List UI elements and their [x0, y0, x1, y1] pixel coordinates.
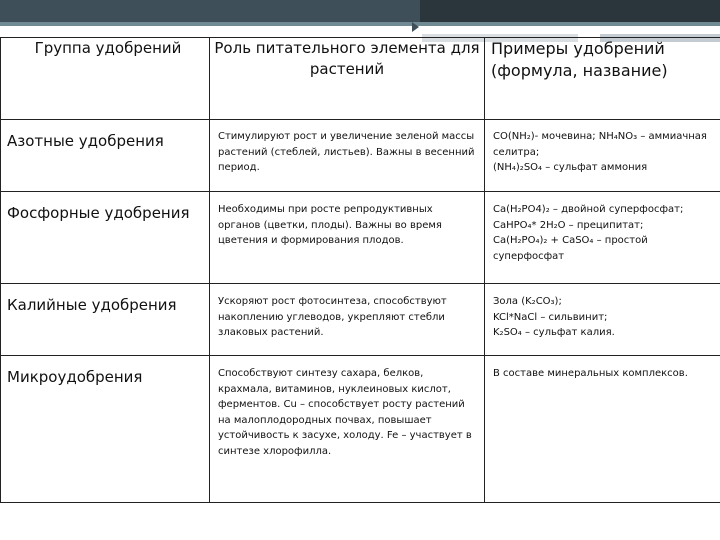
row-group: Азотные удобрения: [7, 132, 164, 150]
header-examples: Примеры удобрений (формула, название): [491, 39, 668, 80]
table-row: [1, 284, 720, 356]
row-examples: [485, 120, 720, 176]
row-role: Способствуют синтезу сахара, белков, крахмала, витаминов, нуклеиновых кислот, ферментов. Cu – способствует росту растений на малоплодородных почвах, повышает устойчивость к засухе, холоду. Fe – участвует в синтезе хлорофилла.: [218, 368, 472, 457]
row-group: Фосфорные удобрения: [7, 204, 190, 222]
example-line: Зола (K₂CO₃);: [493, 296, 562, 307]
slide-marker: [412, 22, 419, 32]
example-line: Ca(H₂PO4)₂ – двойной суперфосфат;: [493, 204, 684, 215]
example-line: CaHPO₄* 2H₂O – преципитат;: [493, 219, 644, 231]
row-examples: [485, 284, 720, 341]
header-group: Группа удобрений: [34, 39, 182, 57]
row-group: Микроудобрения: [7, 368, 143, 386]
row-examples: [485, 192, 720, 264]
example-line: (NH₄)₂SO₄ – сульфат аммония: [493, 162, 648, 173]
example-line: KCl*NaCl – сильвинит;: [493, 311, 608, 323]
slide-stripe: [0, 22, 720, 26]
example-line: Ca(H₂PO₄)₂ + CaSO₄ – простой суперфосфат: [493, 235, 648, 262]
table-row: [1, 120, 720, 192]
example-line: В составе минеральных комплексов.: [493, 368, 688, 379]
row-group: Калийные удобрения: [7, 296, 177, 314]
slide-top-bar-dark: [420, 0, 720, 22]
example-line: K₂SO₄ – сульфат калия.: [493, 327, 615, 338]
header-role: Роль питательного элемента для растений: [214, 39, 480, 78]
row-role: Необходимы при росте репродуктивных органов (цветки, плоды). Важны во время цветения и формирования плодов.: [218, 204, 442, 246]
table-row: [1, 192, 720, 284]
table-row: [1, 356, 720, 503]
example-line: CO(NH₂)- мочевина; NH₄NO₃ – аммиачная селитра;: [493, 131, 707, 158]
row-examples: [485, 356, 720, 382]
fertilizer-table: [0, 37, 720, 503]
table-header-row: [1, 38, 720, 120]
row-role: Стимулируют рост и увеличение зеленой массы растений (стеблей, листьев). Важны в весенний период.: [218, 131, 475, 173]
row-role: Ускоряют рост фотосинтеза, способствуют накоплению углеводов, укрепляют стебли злаковых растений.: [218, 296, 447, 338]
